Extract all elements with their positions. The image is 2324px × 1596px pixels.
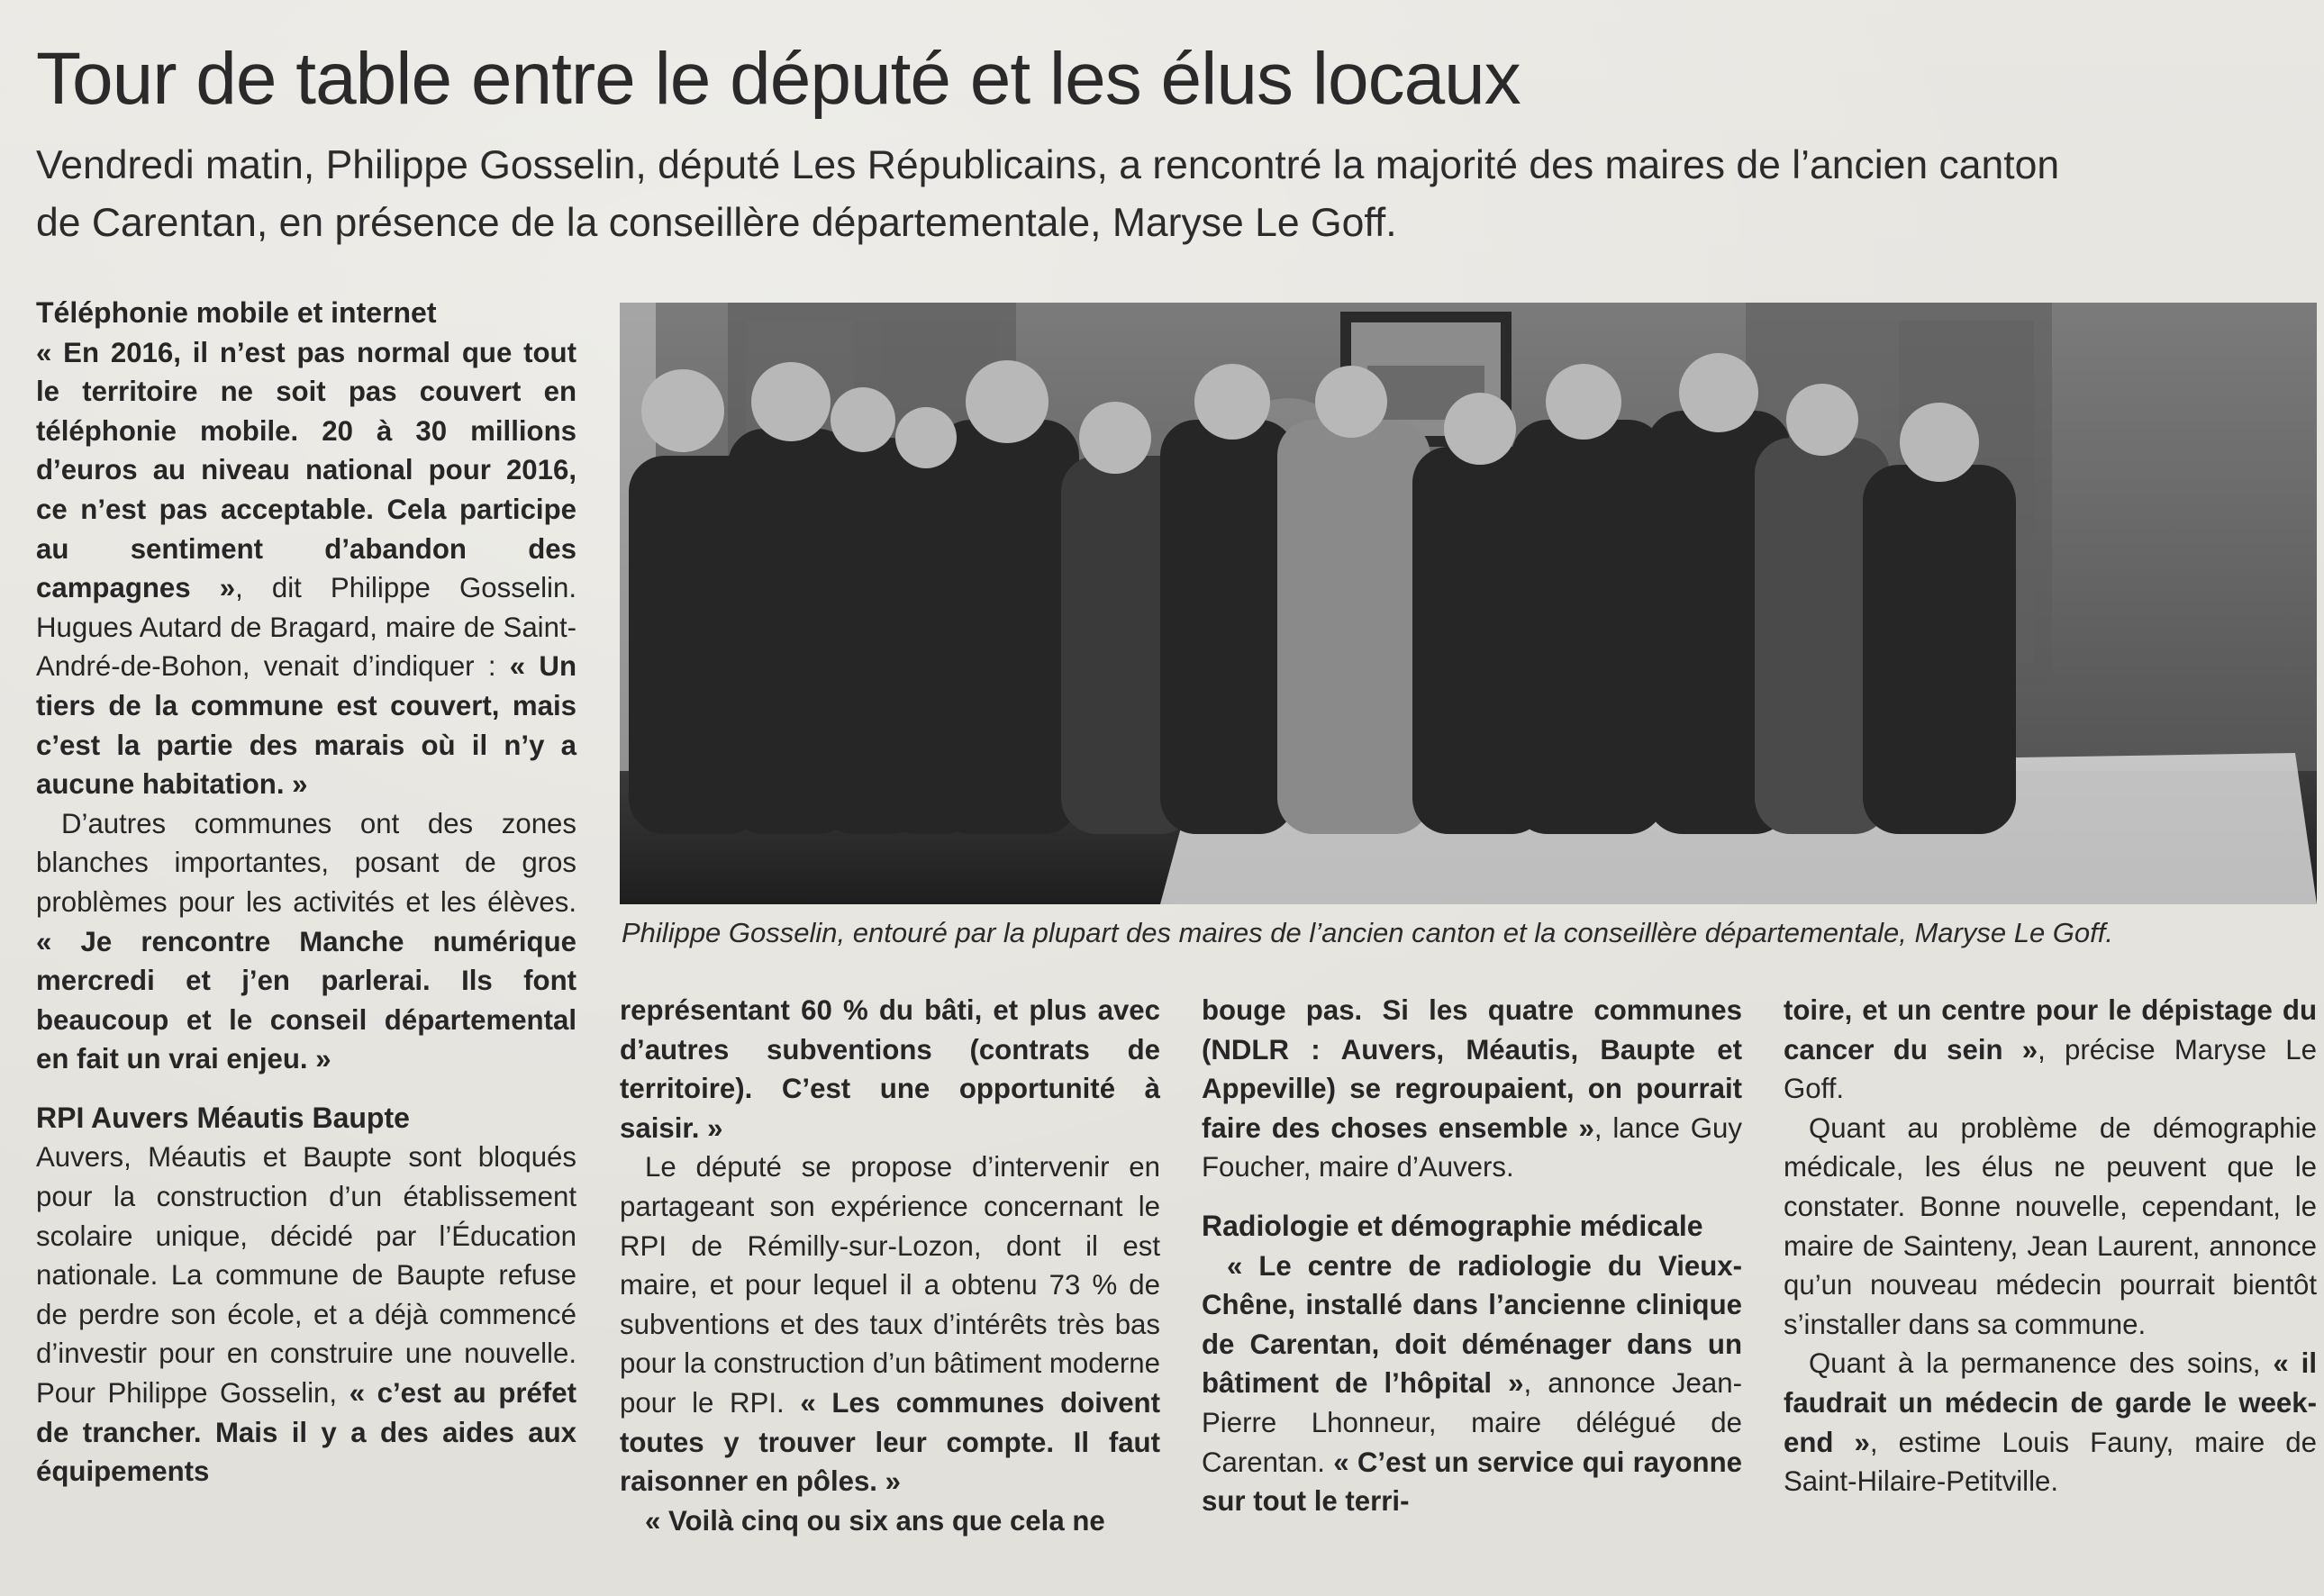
paragraph — [1202, 991, 1742, 1187]
text: Quant à la permanence des soins, — [1809, 1347, 2274, 1380]
quote-part-2: représentant 60 % du bâti, et plus avec d’autres subventions (contrats de territoire). C’est une opportunité à saisir. » — [620, 994, 1160, 1144]
section-title-radiologie: Radiologie et démographie médicale — [1202, 1209, 1703, 1242]
quote: « il faudrait un médecin de garde le week-end » — [1784, 1347, 2317, 1458]
quote-part-a: « Voilà cinq ou six ans que cela ne — [645, 1504, 1105, 1537]
quote: « Un tiers de la commune est couvert, mais c’est la partie des marais où il n’y a aucune habitation. » — [36, 650, 576, 801]
paragraph — [620, 1147, 1160, 1501]
paragraph — [36, 804, 576, 1079]
deck-standfirst: Vendredi matin, Philippe Gosselin, député Les Républicains, a rencontré la majorité des maires de l’ancien canton de Carentan, en présence de la conseillère départementale, Maryse Le Goff. — [36, 143, 2060, 245]
column-3 — [1202, 991, 1742, 1521]
text: , dit Philippe Gosselin. Hugues Autard de Bragard, maire de Saint-André-de-Bohon, venait d’indiquer : — [36, 572, 576, 683]
section-title-rpi: RPI Auvers Méautis Baupte — [36, 1101, 410, 1134]
quote-part-c: « C’est un service qui rayonne sur tout le terri- — [1202, 1446, 1742, 1518]
column-2 — [620, 991, 1160, 1540]
paragraph: Quant au problème de démographie médicale, les élus ne peuvent que le constater. Bonne nouvelle, cependant, le maire de Sainteny, Jean Laurent, annonce qu’un nouveau médecin pourrait bientôt s’installer dans sa commune. — [1784, 1111, 2317, 1340]
headline: Tour de table entre le député et les élus locaux — [36, 38, 1521, 120]
text: D’autres communes ont des zones blanches importantes, posant de gros problèmes pour les activités et les élèves. — [36, 807, 576, 918]
quote: « Le centre de radiologie du Vieux-Chêne, installé dans l’ancienne clinique de Carentan, doit déménager dans un bâtiment de l’hôpital » — [1202, 1249, 1742, 1400]
text: , annonce Jean-Pierre Lhonneur, maire délégué de Carentan. — [1202, 1367, 1742, 1478]
text: Le député se propose d’intervenir en partageant son expérience concernant le RPI de Rémilly-sur-Lozon, dont il est maire, et pour lequel il a obtenu 73 % de subventions et des taux d’intérêts très bas pour la construction d’un bâtiment moderne pour le RPI. — [620, 1151, 1160, 1419]
section-title-telephonie: Téléphonie mobile et internet — [36, 296, 437, 329]
photo-caption: Philippe Gosselin, entouré par la plupart des maires de l’ancien canton et la conseillère départementale, Maryse Le Goff. — [622, 917, 2113, 948]
text: , estime Louis Fauny, maire de Saint-Hilaire-Petitville. — [1784, 1426, 2317, 1498]
paragraph — [36, 1138, 576, 1491]
text: , précise Maryse Le Goff. — [1784, 1033, 2317, 1105]
group-photo-illustration — [620, 303, 2317, 904]
column-1 — [36, 294, 576, 1492]
quote-part-1: « c’est au préfet de trancher. Mais il y a des aides aux équipements — [36, 1377, 576, 1488]
paragraph — [36, 333, 576, 804]
paragraph — [1784, 1344, 2317, 1501]
quote: « Les communes doivent toutes y trouver leur compte. Il faut raisonner en pôles. » — [620, 1386, 1160, 1498]
column-4 — [1784, 991, 2317, 1501]
paragraph — [620, 1501, 1160, 1541]
quote: « En 2016, il n’est pas normal que tout le territoire ne soit pas couvert en téléphonie mobile. 20 à 30 millions d’euros au niveau national pour 2016, ce n’est pas acceptable. Cela participe au sentiment d’abandon des campagnes » — [36, 336, 576, 604]
quote-part-b: bouge pas. Si les quatre communes (NDLR : Auvers, Méautis, Baupte et Appeville) se regroupaient, on pourrait faire des choses ensemble » — [1202, 994, 1742, 1144]
paragraph — [1202, 1247, 1742, 1521]
paragraph — [1784, 991, 2317, 1109]
group-photo — [620, 303, 2317, 904]
text: Auvers, Méautis et Baupte sont bloqués pour la construction d’un établissement scolaire unique, décidé par l’Éducation nationale. La commune de Baupte refuse de perdre son école, et a déjà commencé d’investir pour en construire une nouvelle. Pour Philippe Gosselin, — [36, 1141, 576, 1410]
quote-part-d: toire, et un centre pour le dépistage du cancer du sein » — [1784, 994, 2317, 1066]
quote: « Je rencontre Manche numérique mercredi et j’en parlerai. Ils font beaucoup et le conseil départemental en fait un vrai enjeu. » — [36, 925, 576, 1075]
paragraph — [620, 991, 1160, 1147]
text: , lance Guy Foucher, maire d’Auvers. — [1202, 1111, 1742, 1183]
